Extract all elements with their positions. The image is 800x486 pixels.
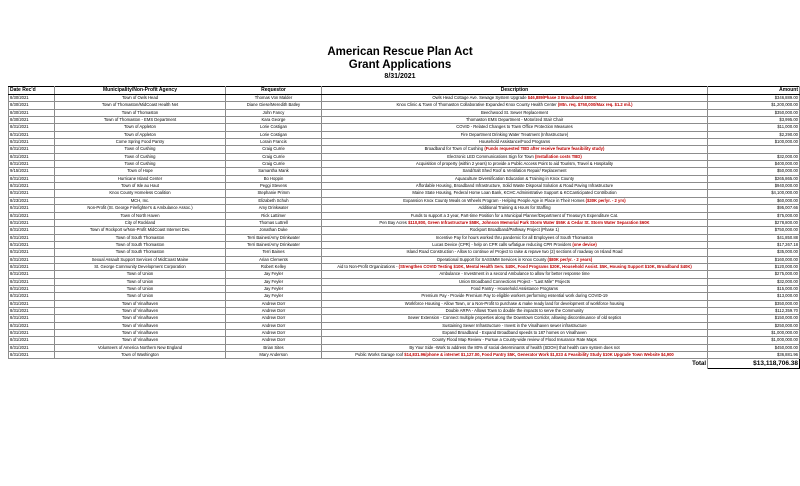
- cell-description: [322, 183, 708, 190]
- cell-requestor: Jay Feyler: [226, 278, 322, 285]
- cell-municipality: Town of Cushing: [55, 146, 226, 153]
- cell-municipality: City of Rockland: [55, 219, 226, 226]
- cell-description: [322, 322, 708, 329]
- cell-requestor: Andrew Dorr: [226, 307, 322, 314]
- table-row: [9, 330, 800, 337]
- table-row: [9, 278, 800, 285]
- cell-date: 8/31/2021: [9, 139, 55, 146]
- cell-municipality: St. George Community Development Corporation: [55, 263, 226, 270]
- cell-description: [322, 124, 708, 131]
- table-row: [9, 153, 800, 160]
- description-text: COVID - Related Changes to Town Office Protection Measures: [456, 124, 573, 130]
- table-row: [9, 256, 800, 263]
- cell-municipality: Non-Profit (St. George Firefighter's & Ambulance Assoc.): [55, 205, 226, 212]
- description-text: Sustaining Sewer Infrastructure - Invest in the Vinalhaven sewer infrastructure: [442, 322, 587, 328]
- cell-municipality: Knox County Homeless Coalition: [55, 190, 226, 197]
- cell-amount: $750,000.00: [708, 227, 800, 234]
- total-row: [9, 359, 800, 369]
- cell-requestor: Terri Baines/Amy Drinkwater: [226, 241, 322, 248]
- cell-municipality: Town of Appleton: [55, 124, 226, 131]
- table-row: [9, 234, 800, 241]
- cell-requestor: Jay Feyler: [226, 285, 322, 292]
- description-text: Island Road Construction - Allow to continue w/ Project to raise & repave two (2) sections of roadway on Island Road: [406, 249, 623, 255]
- cell-requestor: Thomas Luttrell: [226, 219, 322, 226]
- description-text: Fire Department Drinking Water Treatment (Infrastructure): [460, 131, 569, 137]
- description-note: $46,889/Phase 3 Broadband $800K: [527, 95, 597, 100]
- cell-description: [322, 285, 708, 292]
- cell-municipality: Town of Thomaston/MidCoast Health Net: [55, 102, 226, 109]
- cell-requestor: Andrew Dorr: [226, 337, 322, 344]
- cell-description: [322, 234, 708, 241]
- table-row: [9, 102, 800, 109]
- table-row: [9, 168, 800, 175]
- cell-date: 8/31/2021: [9, 241, 55, 248]
- cell-amount: $350,000.00: [708, 300, 800, 307]
- description-text: Aquaculture Diversification Education & Training in Knox County: [455, 175, 574, 181]
- description-text: Workforce Housing - Allow Town, or a Non-Profit to purchase & make ready land for development of workforce housing: [404, 300, 625, 306]
- description-text: Electronic LED Communications Sign for Town: [447, 153, 535, 159]
- cell-description: [322, 271, 708, 278]
- description-note: (Funds requested TBD after receive feature feasibility study): [484, 146, 605, 152]
- cell-amount: $60,000.00: [708, 197, 800, 204]
- cell-description: [322, 131, 708, 138]
- cell-municipality: Town of Thomaston - EMS Department: [55, 117, 226, 124]
- description-text: Operational Support for SASSMM Services in Knox County: [436, 256, 548, 262]
- cell-amount: $940,000.00: [708, 183, 800, 190]
- description-text: Public Works Garage roof: [355, 352, 405, 358]
- cell-description: [322, 117, 708, 124]
- cell-amount: [708, 146, 800, 153]
- description-text: Food Pantry - Household Assistance Programs: [470, 285, 559, 291]
- table-row: [9, 219, 800, 226]
- cell-amount: $3,995.00: [708, 117, 800, 124]
- cell-requestor: Terri Baines: [226, 249, 322, 256]
- cell-description: [322, 241, 708, 248]
- cell-requestor: Jay Feyler: [226, 271, 322, 278]
- column-header-municipality: Municipality/Non-Profit Agency: [55, 87, 226, 95]
- description-text: By Your Side -Work to address the 80% of social determinants of health (SDOH) that health care system does not: [409, 344, 620, 350]
- column-header-amount: Amount: [708, 87, 800, 95]
- table-row: [9, 285, 800, 292]
- cell-municipality: Town of Appleton: [55, 131, 226, 138]
- table-row: [9, 249, 800, 256]
- cell-requestor: Thomas Von Malder: [226, 95, 322, 102]
- total-value: $13,118,706.38: [708, 359, 800, 369]
- cell-amount: $1,000,000.00: [708, 330, 800, 337]
- cell-date: 8/31/2021: [9, 161, 55, 168]
- cell-requestor: Jay Feyler: [226, 293, 322, 300]
- cell-description: [322, 146, 708, 153]
- column-header-description: Description: [322, 87, 708, 95]
- cell-amount: $35,000.00: [708, 249, 800, 256]
- cell-municipality: Come Spring Food Pantry: [55, 139, 226, 146]
- table-row: [9, 263, 800, 270]
- cell-requestor: Peggi Stevens: [226, 183, 322, 190]
- cell-requestor: Andrew Dorr: [226, 322, 322, 329]
- cell-municipality: MCH, Inc.: [55, 197, 226, 204]
- cell-amount: $32,000.00: [708, 153, 800, 160]
- description-note: (one device): [572, 241, 597, 247]
- description-text: Household Assistance/Food Programs: [478, 139, 551, 145]
- cell-description: [322, 109, 708, 116]
- cell-amount: $17,267.18: [708, 241, 800, 248]
- cell-date: 8/31/2021: [9, 285, 55, 292]
- table-row: [9, 352, 800, 359]
- column-header-requestor: Requestor: [226, 87, 322, 95]
- cell-date: 9/15/2021: [9, 168, 55, 175]
- table-row: [9, 139, 800, 146]
- cell-requestor: Bo Hoppin: [226, 175, 322, 182]
- cell-date: 8/31/2021: [9, 307, 55, 314]
- cell-description: [322, 278, 708, 285]
- cell-date: 8/31/2021: [9, 219, 55, 226]
- cell-description: [322, 205, 708, 212]
- cell-municipality: Town of Cushing: [55, 161, 226, 168]
- description-text: Owls Head Cottage Ave. Sewage System Upgrade: [432, 95, 528, 100]
- cell-municipality: Town of Vinalhaven: [55, 300, 226, 307]
- cell-amount: $36,881.96: [708, 352, 800, 359]
- cell-amount: $120,000.00: [708, 263, 800, 270]
- table-row: [9, 175, 800, 182]
- cell-date: 8/31/2021: [9, 315, 55, 322]
- cell-amount: $250,000.00: [708, 322, 800, 329]
- cell-municipality: Hurricane Island Center: [55, 175, 226, 182]
- cell-requestor: Mary Anderson: [226, 352, 322, 359]
- cell-description: [322, 256, 708, 263]
- table-row: [9, 205, 800, 212]
- cell-date: 8/31/2021: [9, 249, 55, 256]
- cell-date: 8/31/2021: [9, 293, 55, 300]
- cell-amount: $95,007.66: [708, 205, 800, 212]
- cell-description: [322, 175, 708, 182]
- cell-description: [322, 344, 708, 351]
- cell-date: 8/31/2021: [9, 322, 55, 329]
- cell-amount: $278,800.00: [708, 219, 800, 226]
- table-body: [9, 95, 800, 359]
- table-row: [9, 124, 800, 131]
- cell-date: 8/31/2021: [9, 227, 55, 234]
- cell-description: [322, 161, 708, 168]
- cell-municipality: Town of North Haven: [55, 212, 226, 219]
- cell-municipality: Town of Union: [55, 293, 226, 300]
- cell-requestor: Lorie Costigan: [226, 124, 322, 131]
- cell-amount: $100,000.00: [708, 139, 800, 146]
- cell-description: [322, 197, 708, 204]
- cell-requestor: Amy Drinkwater: [226, 205, 322, 212]
- cell-date: 8/31/2021: [9, 124, 55, 131]
- document-subtitle: Grant Applications: [348, 59, 452, 71]
- cell-requestor: Arian Clements: [226, 256, 322, 263]
- cell-description: [322, 212, 708, 219]
- cell-municipality: Town of Washington: [55, 352, 226, 359]
- total-spacer: [55, 359, 226, 369]
- cell-requestor: Andrew Dorr: [226, 315, 322, 322]
- table-row: [9, 146, 800, 153]
- cell-municipality: Sexual Assault Support Services of MidCoast Maine: [55, 256, 226, 263]
- cell-description: [322, 249, 708, 256]
- cell-amount: $150,000.00: [708, 315, 800, 322]
- description-note: (Strengthen COVID Testing $10K, Mental Health Serv. $40K, Food Programs $20K, Household Assist. $5K, Housing Support $10K, Broadband $40K): [398, 263, 692, 269]
- description-text: Rockport Broadband/Pathway Project (Phase 1): [469, 227, 560, 233]
- cell-requestor: Terri Baines/Amy Drinkwater: [226, 234, 322, 241]
- total-spacer: [9, 359, 55, 369]
- cell-description: [322, 153, 708, 160]
- description-note: ($80K per/yr. - 2 years): [547, 256, 593, 262]
- cell-date: 8/31/2021: [9, 352, 55, 359]
- cell-date: 8/31/2021: [9, 183, 55, 190]
- cell-description: [322, 227, 708, 234]
- cell-requestor: Andrew Dorr: [226, 330, 322, 337]
- cell-municipality: Town of Union: [55, 271, 226, 278]
- cell-amount: $32,000.00: [708, 278, 800, 285]
- description-text: Sand/Salt Shed Roof & Ventilation Repair/ Replacement: [462, 168, 567, 174]
- cell-requestor: Jonathan Duke: [226, 227, 322, 234]
- table-row: [9, 197, 800, 204]
- table-row: [9, 322, 800, 329]
- cell-amount: $4,100,000.00: [708, 190, 800, 197]
- cell-description: [322, 300, 708, 307]
- description-text: County Flood Map Review - Pursue a County-wide review of Flood Insurance Rate Maps: [432, 337, 597, 343]
- total-label: Total: [322, 359, 708, 369]
- cell-requestor: Elizabeth Schuh: [226, 197, 322, 204]
- cell-amount: $1,200,000.00: [708, 102, 800, 109]
- cell-date: 8/31/2021: [9, 256, 55, 263]
- table-row: [9, 337, 800, 344]
- description-text: Pen Bay Acres: [379, 219, 409, 225]
- cell-requestor: Stephanie Primm: [226, 190, 322, 197]
- cell-amount: $75,000.00: [708, 212, 800, 219]
- cell-amount: $1,000,000.00: [708, 337, 800, 344]
- cell-municipality: Town of Isle au Haut: [55, 183, 226, 190]
- description-text: Expand Broadband - Expand Broadband speeds to 187 homes on Vinalhaven: [442, 330, 587, 335]
- cell-amount: $160,000.00: [708, 256, 800, 263]
- grant-applications-table: [8, 86, 800, 369]
- table-row: [9, 212, 800, 219]
- table-row: [9, 161, 800, 168]
- description-text: Broadband for Town of Cushing: [424, 146, 485, 152]
- description-text: Affordable Housing, Broadband Infrastructure, Solid Waste Disposal Solution & Road Paving Infrastructure: [415, 183, 614, 189]
- cell-municipality: Town of Hope: [55, 168, 226, 175]
- cell-description: [322, 168, 708, 175]
- table-row: [9, 109, 800, 116]
- table-row: [9, 190, 800, 197]
- description-text: Sewer Extension - Connect multiple properties along the Downtown Corridor, allowing discontinuance of old septics: [407, 315, 622, 321]
- description-note: (Installation costs TBD): [534, 153, 582, 159]
- cell-municipality: Town of Cushing: [55, 153, 226, 160]
- description-text: Incentive Pay for hours worked thru pandemic for all Employees of South Thomaston: [435, 234, 594, 240]
- cell-description: [322, 293, 708, 300]
- cell-amount: $350,000.00: [708, 109, 800, 116]
- cell-date: 8/31/2021: [9, 337, 55, 344]
- cell-date: 8/31/2021: [9, 263, 55, 270]
- cell-date: 8/31/2021: [9, 131, 55, 138]
- cell-municipality: Town of Owls Head: [55, 95, 226, 102]
- cell-requestor: Craig Currie: [226, 161, 322, 168]
- cell-municipality: Town of South Thomaston: [55, 249, 226, 256]
- cell-municipality: Town of Union: [55, 285, 226, 292]
- document-title: American Rescue Plan Act: [327, 46, 473, 58]
- cell-description: [322, 315, 708, 322]
- cell-requestor: Andrew Dorr: [226, 300, 322, 307]
- cell-amount: $112,359.70: [708, 307, 800, 314]
- cell-date: 8/31/2021: [9, 205, 55, 212]
- cell-amount: $400,000.00: [708, 161, 800, 168]
- cell-municipality: Town of Vinalhaven: [55, 337, 226, 344]
- description-text: Funds to support a 3 year, Part-time Position for a Municipal Planner/Department of Treasury's Expenditure Cat.: [410, 212, 619, 218]
- cell-amount: $450,000.00: [708, 344, 800, 351]
- cell-amount: $275,000.00: [708, 271, 800, 278]
- description-text: Aid to Non-Profit Organizations -: [337, 263, 399, 269]
- cell-municipality: Town of Vinalhaven: [55, 322, 226, 329]
- table-row: [9, 227, 800, 234]
- description-text: Maine State Housing, Federal Home Loan Bank, KCHC Administrative Support & KCCanticipated Contribution: [412, 190, 617, 196]
- cell-municipality: Town of Vinalhaven: [55, 307, 226, 314]
- column-header-date: Date Rec'd: [9, 87, 55, 95]
- description-text: Knox Clinic & Town of Thomaston Collaborative Expanded Knox County Health Center: [396, 102, 558, 108]
- cell-municipality: Town of Vinalhaven: [55, 330, 226, 337]
- cell-date: 8/30/2021: [9, 117, 55, 124]
- cell-amount: $346,889.00: [708, 95, 800, 102]
- cell-amount: $2,290.00: [708, 131, 800, 138]
- cell-amount: $265,865.00: [708, 175, 800, 182]
- table-row: [9, 293, 800, 300]
- cell-description: [322, 219, 708, 226]
- cell-amount: $50,000.00: [708, 168, 800, 175]
- cell-date: 8/30/2021: [9, 109, 55, 116]
- cell-requestor: John Fancy: [226, 109, 322, 116]
- table-row: [9, 117, 800, 124]
- cell-description: [322, 190, 708, 197]
- description-text: Union Broadband Connections Project - "Last Mile" Projects: [459, 278, 570, 284]
- cell-requestor: Robert Kelley: [226, 263, 322, 270]
- description-text: Ambulance - Investment in a second Ambulance to allow for better response time: [439, 271, 590, 277]
- cell-description: [322, 352, 708, 359]
- cell-municipality: Town of South Thomaston: [55, 234, 226, 241]
- description-text: Acquisition of property (within 2 years) to provide a Public Access Point to aid Tourism, Travel & Hospitality: [415, 161, 614, 167]
- cell-description: [322, 95, 708, 102]
- table-header-row: [9, 87, 800, 95]
- cell-amount: $11,000.00: [708, 124, 800, 131]
- cell-amount: $41,850.88: [708, 234, 800, 241]
- table-row: [9, 315, 800, 322]
- cell-date: 8/31/2021: [9, 234, 55, 241]
- cell-requestor: Lorie Costigan: [226, 131, 322, 138]
- cell-date: 8/31/2021: [9, 212, 55, 219]
- cell-date: 8/23/2021: [9, 197, 55, 204]
- cell-requestor: Kara George: [226, 117, 322, 124]
- cell-date: 8/31/2021: [9, 344, 55, 351]
- cell-date: 8/31/2021: [9, 330, 55, 337]
- cell-description: [322, 307, 708, 314]
- cell-date: 8/30/2021: [9, 95, 55, 102]
- cell-requestor: Samantha Mank: [226, 168, 322, 175]
- cell-municipality: Town of Vinalhaven: [55, 315, 226, 322]
- description-text: Beechwood St. Sewer Replacement: [480, 109, 549, 115]
- cell-requestor: Craig Currie: [226, 146, 322, 153]
- cell-date: 8/31/2021: [9, 146, 55, 153]
- cell-description: [322, 330, 708, 337]
- cell-municipality: Town of Thomaston: [55, 109, 226, 116]
- description-note: $110,800, Green Infrastructure $58K, Johnson Memorial Park Storm Water $55K & Cedar St. Storm Water Separation $60K: [408, 219, 650, 225]
- description-note: ($30K per/yr. - 2 yrs): [585, 197, 626, 203]
- cell-date: 8/31/2021: [9, 300, 55, 307]
- table-row: [9, 241, 800, 248]
- cell-date: 8/31/2021: [9, 153, 55, 160]
- cell-municipality: Town of South Thomaston: [55, 241, 226, 248]
- cell-requestor: Diane Giese/Meredith Batley: [226, 102, 322, 109]
- cell-description: [322, 139, 708, 146]
- table-row: [9, 271, 800, 278]
- description-text: Premium Pay - Provide Premium Pay to eligible workers performing essential work during COVID-19: [421, 293, 608, 299]
- description-text: Expansion Knox County Meals on Wheels Program - Helping People Age in Place in Their Homes: [403, 197, 586, 203]
- cell-requestor: Brian Sites: [226, 344, 322, 351]
- cell-requestor: Craig Currie: [226, 153, 322, 160]
- cell-description: [322, 102, 708, 109]
- cell-date: 8/31/2021: [9, 271, 55, 278]
- cell-amount: $13,000.00: [708, 293, 800, 300]
- cell-amount: $15,000.00: [708, 285, 800, 292]
- cell-description: [322, 337, 708, 344]
- total-spacer: [226, 359, 322, 369]
- cell-municipality: Town of Rockport w/Non-Profit MidCoast Internet Dev.: [55, 227, 226, 234]
- cell-description: [322, 263, 708, 270]
- table-row: [9, 183, 800, 190]
- description-text: Additional Training & Hours for Staffing: [478, 205, 551, 211]
- table-row: [9, 131, 800, 138]
- description-note: $14,831.96/phone & internet $1,127.00, Food Pantry $5K, Generator Work $1,023 & Feasibility Study $10K Upgrade Town Website $4,900: [404, 352, 674, 358]
- cell-date: 8/31/2021: [9, 190, 55, 197]
- cell-requestor: Rick Lattimer: [226, 212, 322, 219]
- table-row: [9, 344, 800, 351]
- cell-date: 8/31/2021: [9, 175, 55, 182]
- document-date: 8/31/2021: [384, 73, 416, 80]
- cell-requestor: Lorain Francis: [226, 139, 322, 146]
- description-text: Thomaston EMS Department - Motorized Stair Chair: [465, 117, 564, 123]
- description-text: Lucas Device (CPR) - help on CPR calls w/fatigue reducing CPR Providers: [432, 241, 573, 247]
- table-row: [9, 300, 800, 307]
- document-header: [0, 46, 800, 81]
- cell-municipality: Town of Union: [55, 278, 226, 285]
- cell-date: 8/31/2021: [9, 278, 55, 285]
- table-row: [9, 307, 800, 314]
- description-note: (Mtn. req. $750,000/Max req. $1.2 mil.): [557, 102, 633, 108]
- cell-date: 8/30/2021: [9, 102, 55, 109]
- cell-municipality: Volunteers of America Northern New England: [55, 344, 226, 351]
- table-row: [9, 95, 800, 102]
- description-text: Double ARPA - Allows Town to double the impacts to serve the Community: [445, 307, 584, 313]
